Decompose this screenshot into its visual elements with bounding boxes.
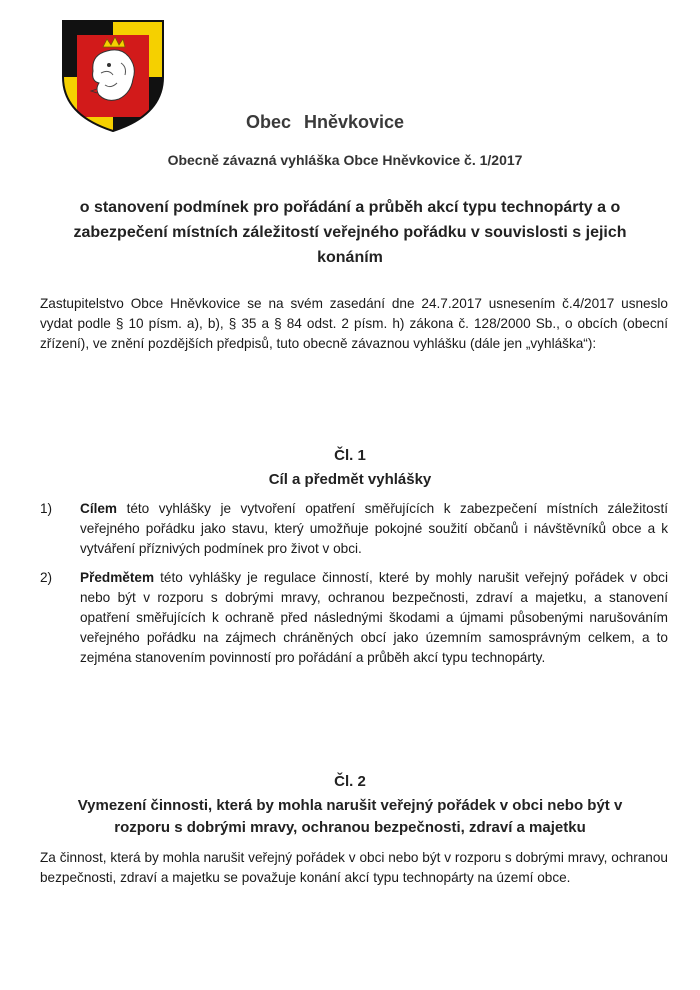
intro-paragraph: Zastupitelstvo Obce Hněvkovice se na svém zasedání dne 24.7.2017 usnesením č.4/2017 usneslo vydat podle § 10 písm. a), b), § 35 a § 84 odst. 2 písm. h) zákona č. 128/2000 Sb., o obcích (obecní zřízení), ve znění pozdějších předpisů, tuto obecně závaznou vyhlášku (dále jen „vyhláška“): [40,296,668,351]
municipality-heading: Obec Hněvkovice [245,112,405,132]
lion-eye [107,63,111,67]
item-lead: Předmětem [80,570,155,585]
article-2-number: Čl. 2 [334,773,366,790]
decree-title: o stanovení podmínek pro pořádání a průběh akcí typu technopárty a o zabezpečení místních záležitostí veřejného pořádku v souvislosti s jejich konáním [73,199,627,266]
article-1-heading: Cíl a předmět vyhlášky [268,471,432,488]
item-text: této vyhlášky je regulace činností, které by mohly narušit veřejný pořádek v obci nebo být v rozporu s dobrými mravy, ochranou bezpečnosti, zdraví a majetku, a stanovení opatření směřujících k ochraně před následnými škodami a újmami působenými narušováním veřejného pořádku na zájmech chráněných obcí jako územním samosprávným celkem, a to zejména stanovením povinností pro pořádání a průběh akcí typu technopárty. [80,570,668,665]
item-text: této vyhlášky je vytvoření opatření směřujících k zabezpečení místních záležitostí veřejného pořádku jako stavu, který umožňuje pokojné soužití občanů i návštěvníků obce a k vytváření příznivých podmínek pro život v obci. [80,501,668,556]
decree-label: Obecně závazná vyhláška Obce Hněvkovice č. 1/2017 [167,152,523,168]
article-1-item-2 [40,568,668,668]
article-2-heading: Vymezení činnosti, která by mohla narušit veřejný pořádek v obci nebo být v rozporu s dobrými mravy, ochranou bezpečnosti, zdraví a majetku [77,797,623,836]
item-lead: Cílem [80,501,118,516]
article-1-number: Čl. 1 [334,447,366,464]
article-2-paragraph: Za činnost, která by mohla narušit veřejný pořádek v obci nebo být v rozporu s dobrými mravy, ochranou bezpečnosti, zdraví a majetku se považuje konání akcí typu technopárty na území obce. [40,850,668,885]
item-number: 2) [40,570,53,585]
article-1-item-1 [40,499,668,559]
item-number: 1) [40,501,53,516]
